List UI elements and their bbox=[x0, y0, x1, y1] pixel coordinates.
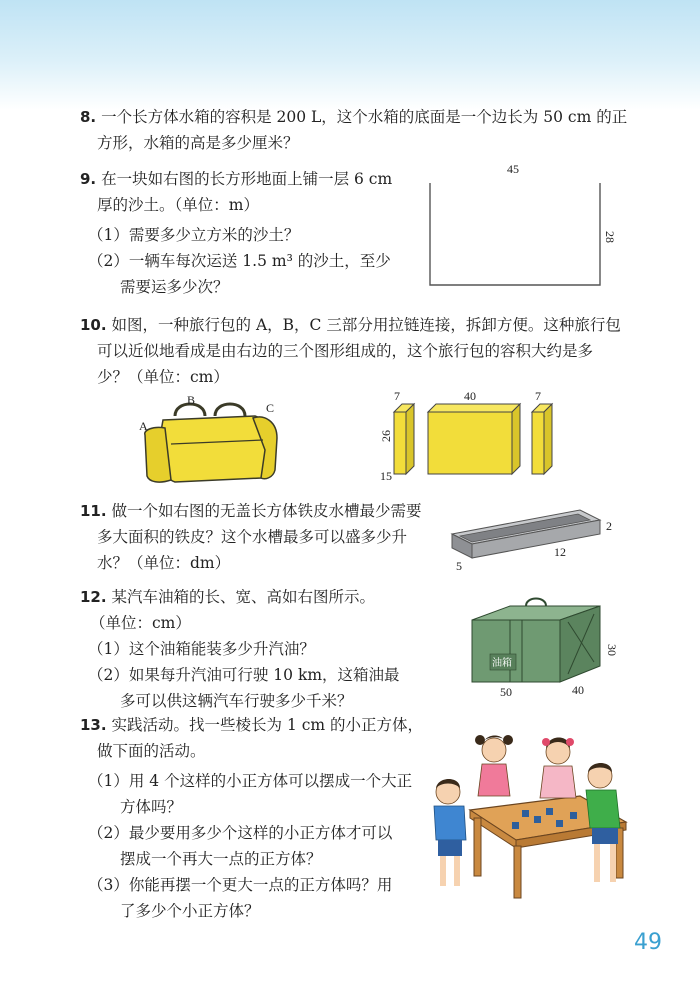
sub-question: 需要运多少次？ bbox=[120, 278, 229, 296]
problem-text: 在一块如右图的长方形地面上铺一层 6 cm bbox=[101, 170, 393, 188]
width-label: 5 bbox=[456, 559, 462, 573]
part-b-label: B bbox=[187, 393, 196, 407]
fuel-tank-figure bbox=[460, 598, 640, 703]
dim-15: 15 bbox=[380, 469, 392, 483]
water-trough-figure bbox=[450, 500, 630, 580]
rectangle-figure bbox=[420, 155, 620, 295]
part-c-label: C bbox=[266, 401, 275, 415]
sub-question: （2）一辆车每次运送 1.5 m³ 的沙土，至少 bbox=[88, 252, 391, 270]
problem-9 bbox=[80, 166, 392, 192]
problem-number: 12. bbox=[80, 588, 107, 606]
problem-text: 做下面的活动。 bbox=[97, 742, 206, 760]
problem-number: 9. bbox=[80, 170, 97, 188]
dim-7-right: 7 bbox=[535, 389, 541, 403]
problem-text: 一个长方体水箱的容积是 200 L，这个水箱的底面是一个边长为 50 cm 的正 bbox=[101, 108, 628, 126]
problem-text: 如图，一种旅行包的 A，B，C 三部分用拉链连接，拆卸方便。这种旅行包 bbox=[111, 316, 621, 334]
sub-question: （1）这个油箱能装多少升汽油？ bbox=[88, 640, 315, 658]
problem-text: 厚的沙土。（单位：m） bbox=[97, 196, 259, 214]
sub-question: （2）如果每升汽油可行驶 10 km，这箱油最 bbox=[88, 666, 400, 684]
dim-7-left: 7 bbox=[394, 389, 400, 403]
sub-question: （1）用 4 个这样的小正方体可以摆成一个大正 bbox=[88, 772, 413, 790]
sub-question: （1）需要多少立方米的沙土？ bbox=[88, 226, 300, 244]
sub-question: 方体吗？ bbox=[120, 798, 183, 816]
sub-question: （2）最少要用多少个这样的小正方体才可以 bbox=[88, 824, 393, 842]
problem-text: 少？（单位：cm） bbox=[97, 368, 229, 386]
children-table-illustration bbox=[430, 730, 630, 900]
sub-question: 多可以供这辆汽车行驶多少千米？ bbox=[120, 692, 353, 710]
sub-question: 摆成一个再大一点的正方体？ bbox=[120, 850, 322, 868]
length-label: 12 bbox=[554, 545, 566, 559]
problem-8 bbox=[80, 104, 627, 130]
height-label: 2 bbox=[606, 519, 612, 533]
problem-text: 方形，水箱的高是多少厘米？ bbox=[97, 134, 299, 152]
sub-question: 了多少个小正方体？ bbox=[120, 902, 260, 920]
problem-number: 8. bbox=[80, 108, 97, 126]
travel-bag-figure bbox=[135, 390, 285, 490]
problem-text: （单位：cm） bbox=[90, 614, 191, 632]
problem-text: 实践活动。找一些棱长为 1 cm 的小正方体， bbox=[111, 716, 424, 734]
tank-label: 油箱 bbox=[492, 658, 512, 669]
problem-10 bbox=[80, 312, 621, 338]
problem-number: 13. bbox=[80, 716, 107, 734]
problem-text: 可以近似地看成是由右边的三个图形组成的，这个旅行包的容积大约是多 bbox=[97, 342, 594, 360]
length-label: 45 bbox=[507, 162, 519, 176]
problem-13 bbox=[80, 712, 423, 738]
problem-11 bbox=[80, 498, 422, 524]
length-label: 50 bbox=[500, 685, 512, 699]
problem-number: 10. bbox=[80, 316, 107, 334]
height-label: 30 bbox=[605, 644, 619, 656]
problem-text: 水？（单位：dm） bbox=[97, 554, 231, 572]
width-label: 28 bbox=[603, 231, 617, 243]
problem-text: 某汽车油箱的长、宽、高如右图所示。 bbox=[111, 588, 376, 606]
problem-number: 11. bbox=[80, 502, 107, 520]
width-label: 40 bbox=[572, 683, 584, 697]
part-a-label: A bbox=[139, 419, 148, 433]
sub-question: （3）你能再摆一个更大一点的正方体吗？用 bbox=[88, 876, 393, 894]
dim-26: 26 bbox=[379, 430, 393, 442]
problem-text: 做一个如右图的无盖长方体铁皮水槽最少需要 bbox=[111, 502, 422, 520]
header-band bbox=[0, 0, 700, 110]
dim-40: 40 bbox=[464, 389, 476, 403]
page-number: 49 bbox=[634, 930, 662, 955]
problem-12 bbox=[80, 584, 375, 610]
problem-text: 多大面积的铁皮？这个水槽最多可以盛多少升 bbox=[97, 528, 408, 546]
three-box-figure bbox=[372, 390, 572, 490]
